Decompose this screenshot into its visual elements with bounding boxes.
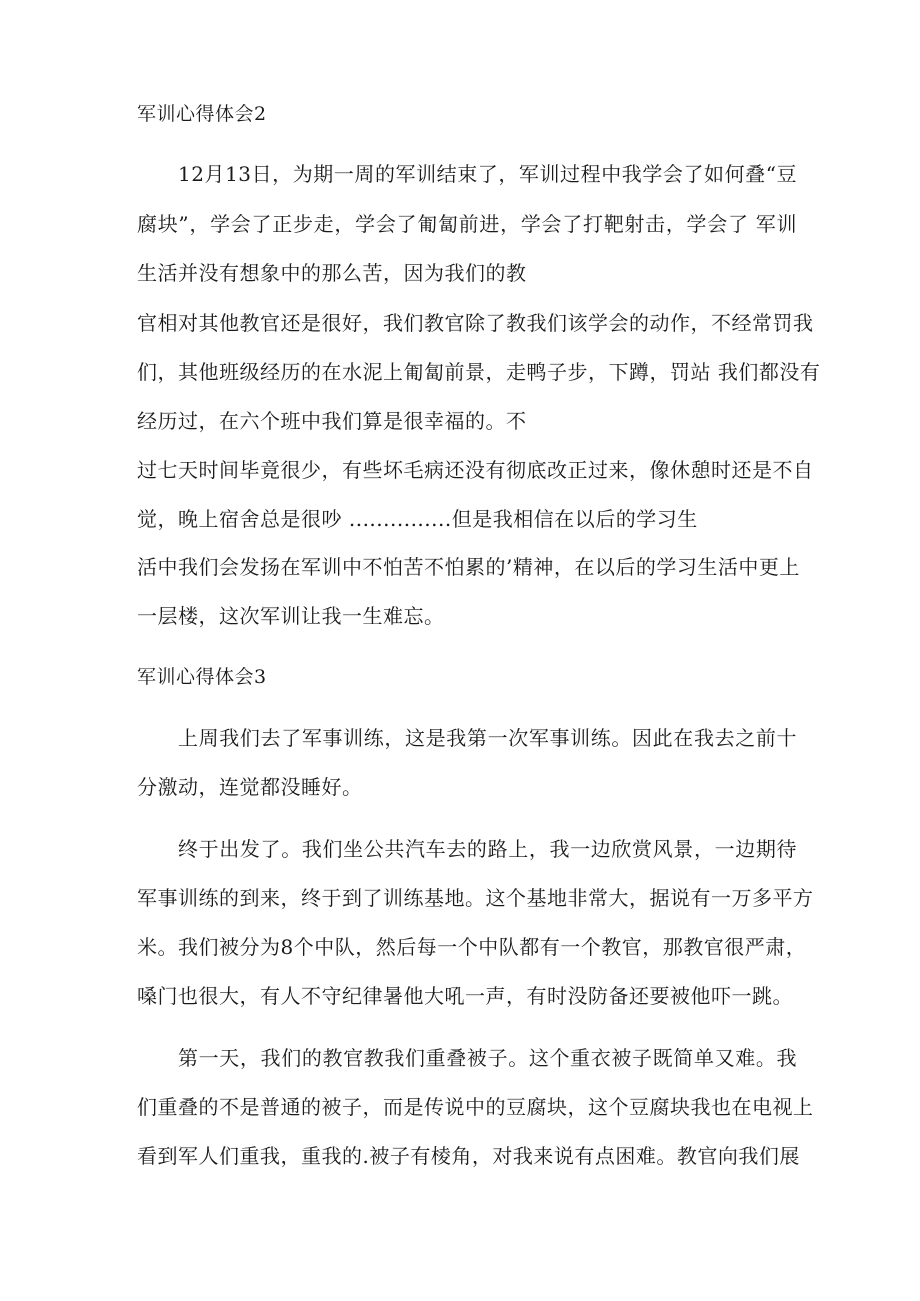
- paragraph-line: 腐块”，学会了正步走，学会了匍匐前进，学会了打靶射击，学会了 军训: [137, 212, 797, 236]
- paragraph-line: 活中我们会发扬在军训中不怕苦不怕累的’精神，在以后的学习生活中更上: [137, 555, 800, 579]
- paragraph-line: 终于出发了。我们坐公共汽车去的路上，我一边欣赏风景，一边期待: [178, 837, 797, 861]
- paragraph-line: 们重叠的不是普通的被子，而是传说中的豆腐块，这个豆腐块我也在电视上: [137, 1095, 814, 1119]
- paragraph-line: 经历过，在六个班中我们算是很幸福的。不: [137, 409, 527, 433]
- paragraph-line: 觉，晚上宿舍总是很吵 ...............但是我相信在以后的学习生: [137, 507, 698, 531]
- paragraph-line: 分激动，连觉都没睡好。: [137, 775, 363, 799]
- paragraph-line: 米。我们被分为8个中队，然后每一个中队都有一个教官，那教官很严肃，: [137, 935, 807, 959]
- paragraph-line: 12月13日，为期一周的军训结束了，军训过程中我学会了如何叠“豆: [178, 162, 797, 186]
- paragraph-line: 嗓门也很大，有人不守纪律暑他大吼一声，有时没防备还要被他吓一跳。: [137, 984, 793, 1008]
- paragraph-line: 生活并没有想象中的那么苦，因为我们的教: [137, 261, 527, 285]
- paragraph-line: 上周我们去了军事训练，这是我第一次军事训练。因此在我去之前十: [178, 726, 797, 750]
- paragraph-line: 官相对其他教官还是很好，我们教官除了教我们该学会的动作，不经常罚我: [137, 311, 814, 335]
- paragraph-line: 第一天，我们的教官教我们重叠被子。这个重衣被子既简单又难。我: [178, 1046, 797, 1070]
- paragraph-line: 军事训练的到来，终于到了训练基地。这个基地非常大，据说有一万多平方: [137, 886, 814, 910]
- paragraph-line: 一层楼，这次军训让我一生难忘。: [137, 604, 445, 628]
- paragraph-line: 们，其他班级经历的在水泥上匍匐前景，走鸭子步，下蹲，罚站 我们都没有: [137, 360, 821, 384]
- paragraph-line: 看到军人们重我，重我的.被子有棱角，对我来说有点困难。教官向我们展: [137, 1144, 800, 1168]
- section-title: 军训心得体会3: [137, 666, 267, 688]
- section-title: 军训心得体会2: [137, 103, 267, 125]
- paragraph-line: 过七天时间毕竟很少，有些坏毛病还没有彻底改正过来，像休憩时还是不自: [137, 458, 814, 482]
